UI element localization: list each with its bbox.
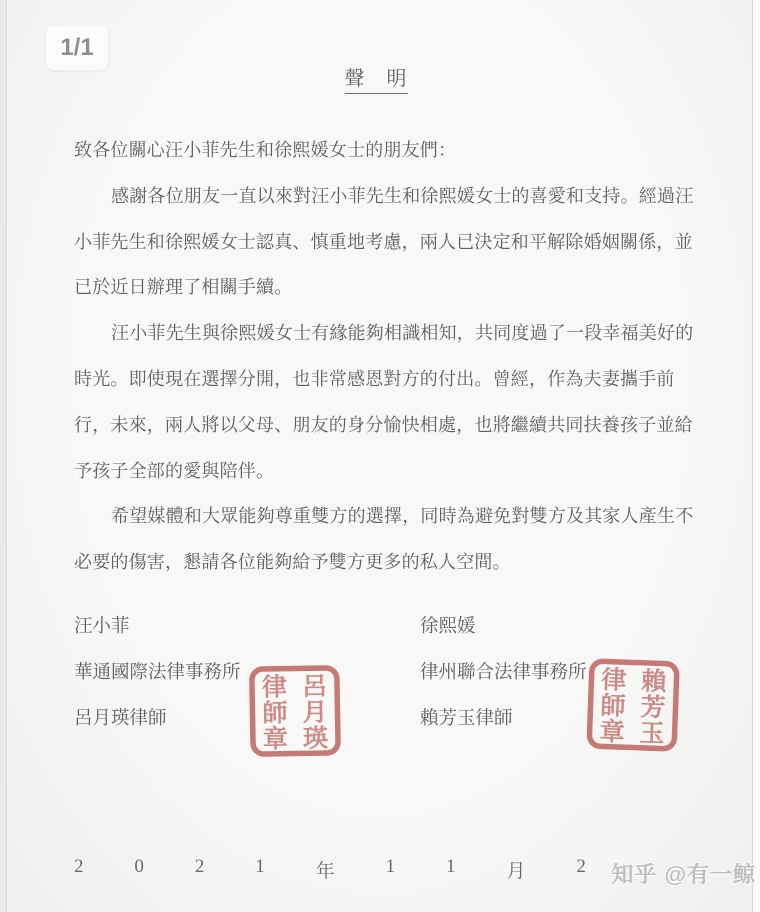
date-char: 2 [194, 856, 205, 877]
law-firm-name: 律州聯合法律事務所 [420, 663, 587, 683]
date-char: 1 [446, 856, 456, 877]
document-line: 行，未來，兩人將以父母、朋友的身分愉快相處，也將繼續共同扶養孩子並給 [74, 414, 693, 435]
seal-char: 章 [262, 726, 289, 754]
seal-char: 瑛 [302, 725, 329, 753]
seal-char: 師 [600, 692, 626, 721]
document-line: 已於近日辦理了相關手續。 [74, 277, 293, 298]
date-char: 2 [74, 856, 84, 877]
lawyer-name: 賴芳玉律師 [420, 709, 513, 729]
signature-block-xu [420, 616, 587, 754]
seal-char: 玉 [639, 720, 666, 749]
seal-char: 師 [262, 700, 288, 728]
date-char: 2 [576, 856, 586, 877]
seal-char: 月 [302, 699, 328, 727]
seal-char: 賴 [640, 668, 667, 697]
date-char: 0 [134, 856, 144, 877]
lawyer-seal-stamp-icon [584, 656, 681, 758]
signatory-name: 徐熙媛 [420, 617, 476, 637]
seal-right-svg [584, 656, 681, 753]
document-line: 必要的傷害，懇請各位能夠給予雙方更多的私人空間。 [74, 552, 511, 573]
page-edge-line [752, 0, 760, 912]
document-title [0, 62, 752, 91]
document-line: 汪小菲先生與徐熙媛女士有緣能夠相識相知，共同度過了一段幸福美好的 [111, 323, 694, 344]
document-line: 感謝各位朋友一直以來對汪小菲先生和徐熙媛女士的喜愛和支持。經過汪 [111, 185, 694, 206]
signatory-name: 汪小菲 [74, 617, 130, 637]
seal-char: 呂 [301, 673, 328, 701]
document-line: 予孩子全部的愛與陪伴。 [74, 460, 275, 481]
signature-block-wang [74, 616, 241, 754]
law-firm-name: 華通國際法律事務所 [74, 663, 241, 683]
document-body [74, 128, 694, 586]
lawyer-seal-stamp-icon [247, 663, 343, 764]
seal-char: 章 [599, 718, 626, 747]
date-char: 1 [255, 856, 265, 877]
zhihu-watermark: 知乎 @有一鲸 [611, 862, 756, 887]
document-line: 時光。即使現在選擇分開，也非常感恩對方的付出。曾經，作為夫妻攜手前 [74, 368, 675, 389]
document-date [74, 856, 586, 883]
date-char: 月 [506, 861, 526, 882]
document-line: 致各位關心汪小菲先生和徐熙媛女士的朋友們： [74, 140, 457, 160]
seal-char: 律 [261, 674, 288, 702]
document-title-text: 聲 明 [345, 68, 408, 94]
screenshot-left-edge [0, 0, 7, 912]
seal-char: 律 [600, 666, 627, 695]
seal-char: 芳 [640, 694, 666, 723]
date-char: 1 [385, 856, 396, 877]
date-char: 年 [315, 861, 335, 882]
seal-left-svg [247, 663, 343, 759]
lawyer-name: 呂月瑛律師 [74, 709, 167, 729]
document-line: 希望媒體和大眾能夠尊重雙方的選擇，同時為避免對雙方及其家人產生不 [111, 506, 694, 527]
document-line: 小菲先生和徐熙媛女士認真、慎重地考慮，兩人已決定和平解除婚姻關係，並 [74, 231, 693, 252]
page-number-label: 1/1 [60, 34, 94, 61]
